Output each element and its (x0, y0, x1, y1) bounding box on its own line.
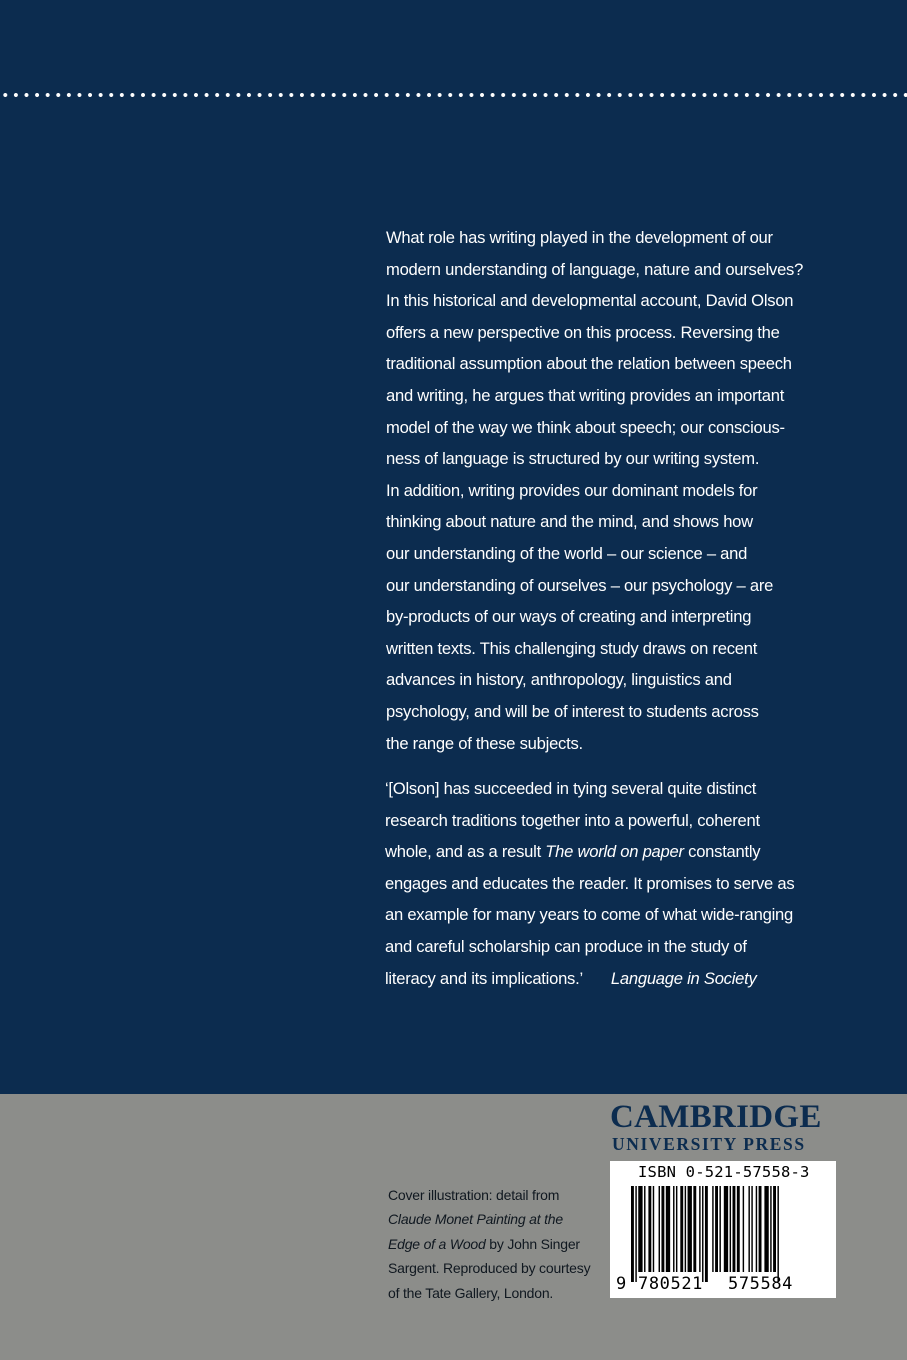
painting-title: Edge of a Wood (388, 1235, 486, 1252)
barcode-bar (688, 1186, 692, 1272)
barcode-bar (699, 1186, 700, 1272)
isbn-number: ISBN 0-521-57558-3 (638, 1163, 810, 1181)
barcode-bar (743, 1186, 744, 1272)
barcode-bar (715, 1186, 718, 1272)
credit-line: Sargent. Reproduced by courtesy (388, 1260, 591, 1277)
barcode-bar (648, 1186, 651, 1272)
barcode-bar (759, 1186, 762, 1272)
barcode-bar (773, 1186, 776, 1272)
dotted-rule (0, 92, 907, 98)
barcode-bar (724, 1186, 728, 1272)
review-line: engages and educates the reader. It promises to serve as (385, 873, 795, 893)
barcode-bar (719, 1186, 720, 1272)
blurb-line: What role has writing played in the development of our (386, 228, 773, 247)
blurb-line: our understanding of the world – our science – and (386, 543, 748, 563)
barcode-bar (659, 1186, 660, 1272)
barcode-bar (676, 1186, 677, 1272)
review-line (385, 836, 845, 868)
credit-line: Claude Monet Painting at the (388, 1211, 563, 1228)
barcode-bar (770, 1186, 771, 1272)
blurb-line: In this historical and developmental account, David Olson (386, 291, 794, 311)
blurb-line: our understanding of ourselves – our psychology – are (386, 575, 774, 595)
blurb-line: the range of these subjects. (386, 733, 583, 753)
blurb-line: modern understanding of language, nature and ourselves? (386, 259, 804, 279)
barcode-bar (712, 1186, 713, 1272)
review-quote (385, 773, 845, 994)
credit-line: of the Tate Gallery, London. (388, 1284, 554, 1301)
review-line (385, 963, 845, 995)
blurb-line: and writing, he argues that writing provides an important (386, 385, 785, 405)
review-text: constantly (683, 842, 761, 862)
blurb-line: by-products of our ways of creating and interpreting (386, 607, 752, 627)
blurb-line: offers a new perspective on this process. Reversing the (386, 322, 780, 342)
blurb-line: thinking about nature and the mind, and shows how (386, 512, 753, 532)
review-text: whole, and as a result (385, 842, 546, 862)
barcode-bar (666, 1186, 670, 1272)
blurb-line: ness of language is structured by our writing system. (386, 449, 760, 469)
barcode (610, 1161, 836, 1298)
credit-text: by John Singer (485, 1235, 580, 1252)
ean-left-digits: 780521 (638, 1274, 704, 1294)
credit-line (388, 1232, 603, 1256)
barcode-bar (764, 1186, 768, 1272)
barcode-bar (644, 1186, 645, 1272)
barcode-bar (748, 1186, 749, 1272)
blurb-line: In addition, writing provides our dominant models for (386, 480, 758, 500)
ean-first-digit: 9 (616, 1274, 627, 1294)
barcode-bar (661, 1186, 664, 1272)
review-source: Language in Society (610, 968, 757, 988)
barcode-bar (638, 1186, 642, 1272)
barcode-bar (653, 1186, 654, 1272)
publisher-logo-sub: UNIVERSITY PRESS (612, 1134, 806, 1154)
blurb-line: traditional assumption about the relation between speech (386, 354, 792, 374)
barcode-bar (733, 1186, 736, 1272)
barcode-bar (751, 1186, 752, 1272)
cover-credit (388, 1183, 603, 1305)
barcode-bar (693, 1186, 696, 1272)
blurb-line: advances in history, anthropology, linguistics and (386, 670, 732, 690)
review-line: and careful scholarship can produce in the study of (385, 936, 747, 956)
review-line: research traditions together into a powerful, coherent (385, 810, 760, 830)
barcode-bar (730, 1186, 731, 1272)
barcode-bar (756, 1186, 757, 1272)
blurb-line: model of the way we think about speech; our conscious- (386, 417, 785, 437)
credit-line: Cover illustration: detail from (388, 1187, 560, 1203)
review-line: ‘[Olson] has succeeded in tying several quite distinct (385, 779, 757, 798)
barcode-bar (631, 1186, 634, 1282)
publisher-logo-name: CAMBRIDGE (610, 1099, 822, 1135)
barcode-bar (705, 1186, 708, 1282)
barcode-bar (702, 1186, 703, 1282)
review-text: literacy and its implications.’ (385, 968, 583, 988)
barcode-bar (635, 1186, 636, 1282)
blurb-line: psychology, and will be of interest to students across (386, 701, 759, 721)
barcode-bar (673, 1186, 674, 1272)
barcode-label (610, 1161, 836, 1298)
barcode-bar (737, 1186, 740, 1272)
blurb-line: written texts. This challenging study draws on recent (386, 638, 758, 658)
review-line: an example for many years to come of what wide-ranging (385, 905, 794, 925)
barcode-bar (680, 1186, 683, 1272)
ean-right-digits: 575584 (728, 1274, 794, 1294)
barcode-bar (777, 1186, 778, 1282)
barcode-bar (685, 1186, 686, 1272)
book-title: The world on paper (545, 842, 684, 862)
blurb-text (386, 222, 841, 759)
